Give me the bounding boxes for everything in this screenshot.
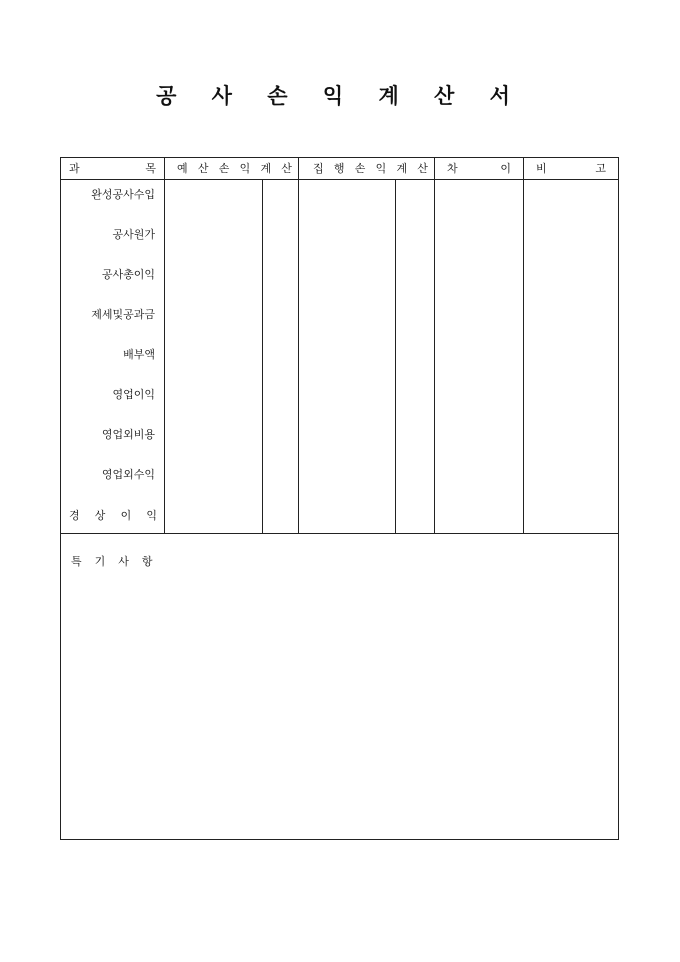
ordinary-profit-char: 익 — [146, 509, 157, 522]
row-label-taxes-dues: 제세및공과금 — [91, 308, 155, 321]
header-budget-char: 계 — [260, 162, 272, 175]
header-execution-char: 익 — [375, 162, 387, 175]
row-label-non-operating-expense: 영업외비용 — [101, 428, 155, 441]
row-label-ordinary-profit — [61, 508, 164, 524]
header-difference-char: 차 — [447, 162, 458, 175]
row-label-non-operating-income: 영업외수익 — [101, 468, 155, 481]
col-divider-budget-inner — [262, 179, 263, 533]
income-statement-table — [60, 157, 619, 840]
header-difference — [435, 158, 523, 179]
ordinary-profit-char: 상 — [94, 509, 106, 522]
header-budget — [165, 158, 298, 179]
col-divider-subject — [164, 158, 165, 533]
header-execution-char: 행 — [333, 162, 345, 175]
header-budget-char: 예 — [177, 162, 188, 175]
header-execution-char: 산 — [417, 162, 428, 175]
header-note — [524, 158, 618, 179]
remarks-divider — [61, 533, 618, 534]
header-subject-char: 과 — [69, 162, 80, 175]
header-budget-char: 익 — [239, 162, 251, 175]
remarks-char: 사 — [118, 555, 129, 568]
header-budget-char: 산 — [197, 162, 209, 175]
row-label-construction-cost: 공사원가 — [112, 228, 155, 241]
header-budget-char: 산 — [281, 162, 292, 175]
col-divider-execution-inner — [395, 179, 396, 533]
ordinary-profit-char: 경 — [69, 509, 80, 522]
row-label-allocation: 배부액 — [123, 348, 155, 361]
row-label-construction-revenue: 완성공사수입 — [91, 188, 155, 201]
remarks-char: 특 — [71, 555, 82, 568]
header-difference-char: 이 — [500, 162, 511, 175]
col-divider-budget — [298, 158, 299, 533]
remarks-char: 기 — [94, 555, 106, 568]
col-divider-difference — [523, 158, 524, 533]
special-remarks-label — [71, 553, 153, 569]
header-note-char: 고 — [595, 162, 606, 175]
header-execution-char: 손 — [354, 162, 366, 175]
header-note-char: 비 — [536, 162, 547, 175]
header-execution-char: 집 — [313, 162, 324, 175]
col-divider-execution — [434, 158, 435, 533]
ordinary-profit-char: 이 — [120, 509, 132, 522]
remarks-char: 항 — [141, 555, 153, 568]
header-divider — [61, 179, 618, 180]
header-subject-char: 목 — [145, 162, 156, 175]
header-execution-char: 계 — [396, 162, 408, 175]
document-title: 공 사 손 익 계 산 서 — [156, 83, 524, 108]
row-label-gross-profit: 공사총이익 — [101, 268, 155, 281]
row-label-operating-profit: 영업이익 — [112, 388, 155, 401]
header-subject — [61, 158, 164, 179]
header-execution — [299, 158, 434, 179]
header-budget-char: 손 — [218, 162, 230, 175]
